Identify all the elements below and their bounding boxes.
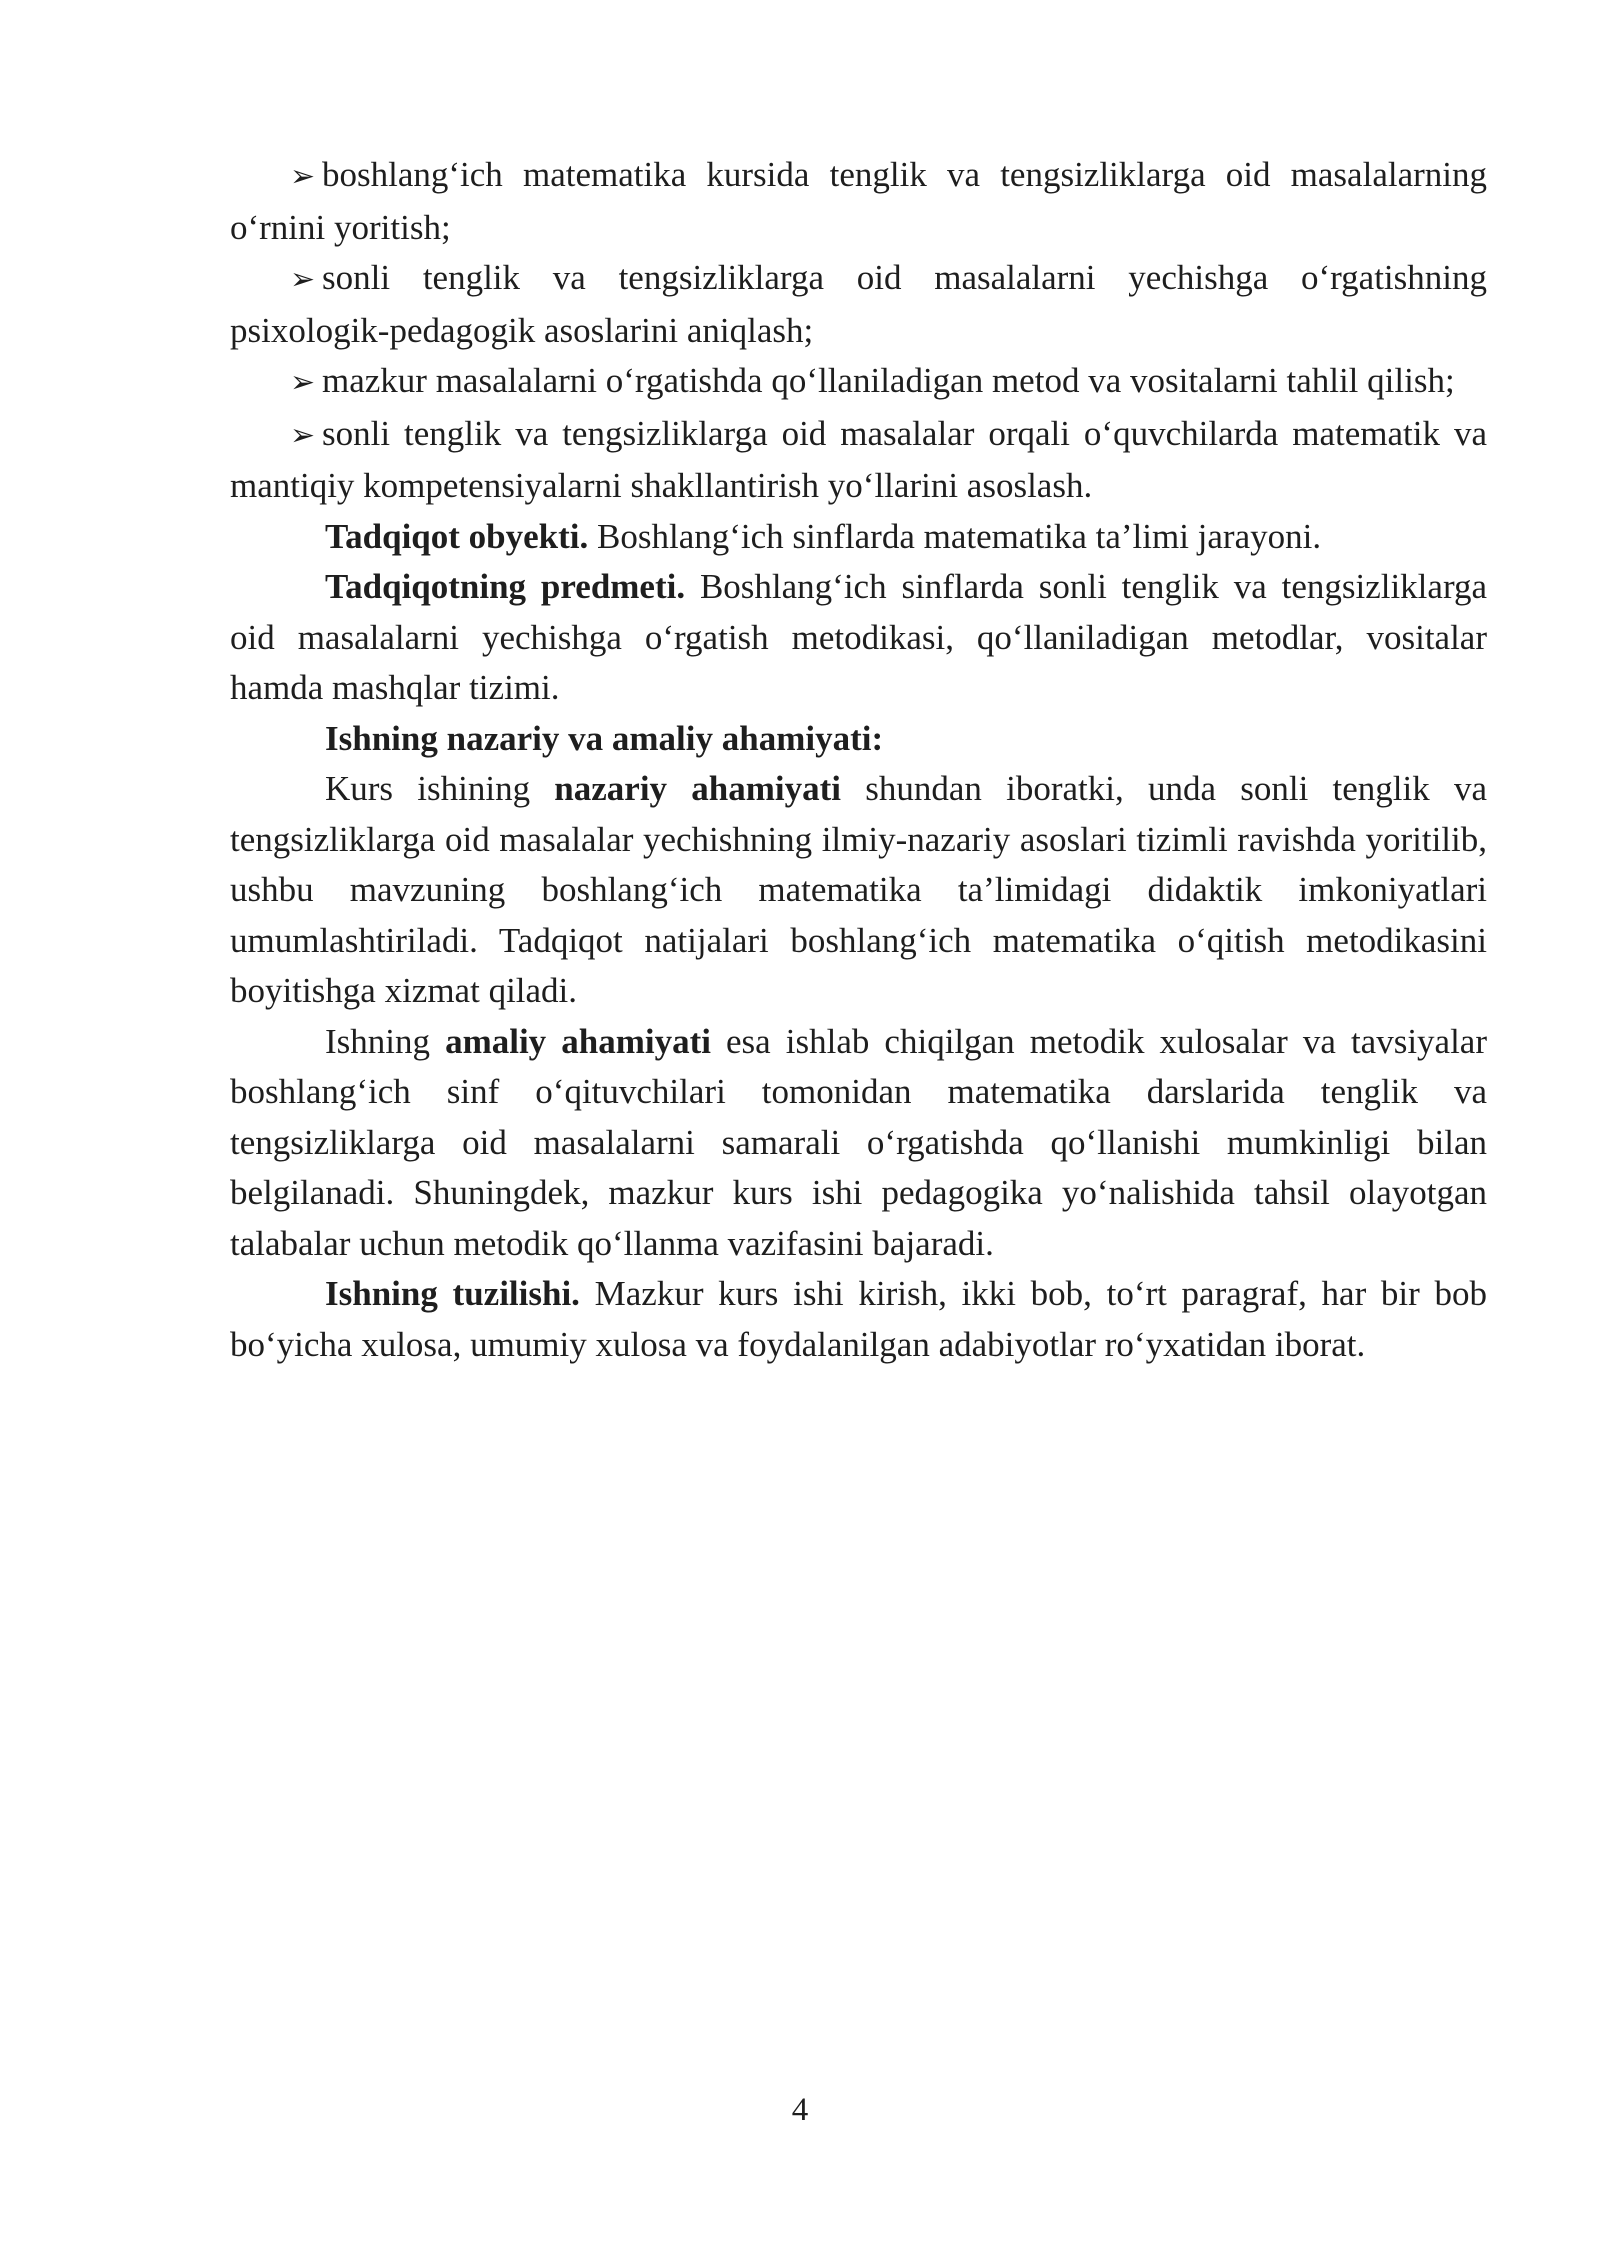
bullet-text: mazkur masalalarni o‘rgatishda qo‘llaniladigan metod va vositalarni tahlil qilish; — [322, 361, 1455, 400]
work-structure-label: Ishning tuzilishi. — [325, 1274, 580, 1313]
bullet-item-2 — [230, 253, 1487, 356]
theory-text-start: Kurs ishining — [325, 769, 555, 808]
bullet-item-4 — [230, 409, 1487, 512]
bullet-item-1 — [230, 150, 1487, 253]
work-structure-paragraph — [230, 1269, 1487, 1370]
bullet-item-3 — [230, 356, 1487, 409]
bullet-text: sonli tenglik va tengsizliklarga oid masalalarni yechishga o‘rgatishning psixologik-pedagogik asoslarini aniqlash; — [230, 258, 1487, 350]
theory-text-rest: shundan iboratki, unda sonli tenglik va tengsizliklarga oid masalalar yechishning ilmiy-nazariy asoslari tizimli ravishda yoritilib, ushbu mavzuning boshlang‘ich matematika ta’limidagi didaktik imkoniyatlari umumlashtiriladi. Tadqiqot natijalari boshlang‘ich matematika o‘qitish metodikasini boyitishga xizmat qiladi. — [230, 769, 1487, 1010]
theoretical-significance-paragraph — [230, 764, 1487, 1017]
work-structure-text: Mazkur kurs ishi kirish, ikki bob, to‘rt paragraf, har bir bob bo‘yicha xulosa, umumiy xulosa va foydalanilgan adabiyotlar ro‘yxatidan iborat. — [230, 1274, 1487, 1364]
research-object-label: Tadqiqot obyekti. — [325, 516, 589, 556]
arrow-bullet-icon: ➢ — [290, 365, 316, 400]
significance-heading — [230, 714, 1487, 765]
research-subject-paragraph — [230, 562, 1487, 714]
document-body — [230, 150, 1487, 1370]
research-object-text: Boshlang‘ich sinflarda matematika ta’limi jarayoni. — [588, 516, 1322, 556]
theoretical-significance-label: nazariy ahamiyati — [554, 769, 842, 808]
practice-text-start: Ishning — [325, 1021, 446, 1061]
bullet-text: sonli tenglik va tengsizliklarga oid masalalar orqali o‘quvchilarda matematik va mantiqiy kompetensiyalarni shakllantirish yo‘llarini asoslash. — [230, 413, 1487, 505]
page-number: 4 — [791, 2092, 809, 2128]
significance-heading-text: Ishning nazariy va amaliy ahamiyati: — [325, 718, 884, 758]
bullet-text: boshlang‘ich matematika kursida tenglik va tengsizliklarga oid masalalarning o‘rnini yoritish; — [230, 155, 1487, 247]
arrow-bullet-icon: ➢ — [290, 159, 316, 194]
practical-significance-paragraph — [230, 1017, 1487, 1270]
research-subject-text: Boshlang‘ich sinflarda sonli tenglik va tengsizliklarga oid masalalarni yechishga o‘rgatish metodikasi, qo‘llaniladigan metodlar, vositalar hamda mashqlar tizimi. — [230, 567, 1487, 707]
practice-text-rest: esa ishlab chiqilgan metodik xulosalar va tavsiyalar boshlang‘ich sinf o‘qituvchilari tomonidan matematika darslarida tenglik va tengsizliklarga oid masalalarni samarali o‘rgatishda qo‘llanishi mumkinligi bilan belgilanadi. Shuningdek, mazkur kurs ishi pedagogika yo‘nalishida tahsil olayotgan talabalar uchun metodik qo‘llanma vazifasini bajaradi. — [230, 1021, 1488, 1263]
practical-significance-label: amaliy ahamiyati — [445, 1021, 711, 1061]
arrow-bullet-icon: ➢ — [290, 262, 316, 297]
research-subject-label: Tadqiqotning predmeti. — [325, 567, 686, 606]
arrow-bullet-icon: ➢ — [290, 417, 316, 453]
research-object-paragraph — [230, 512, 1487, 563]
